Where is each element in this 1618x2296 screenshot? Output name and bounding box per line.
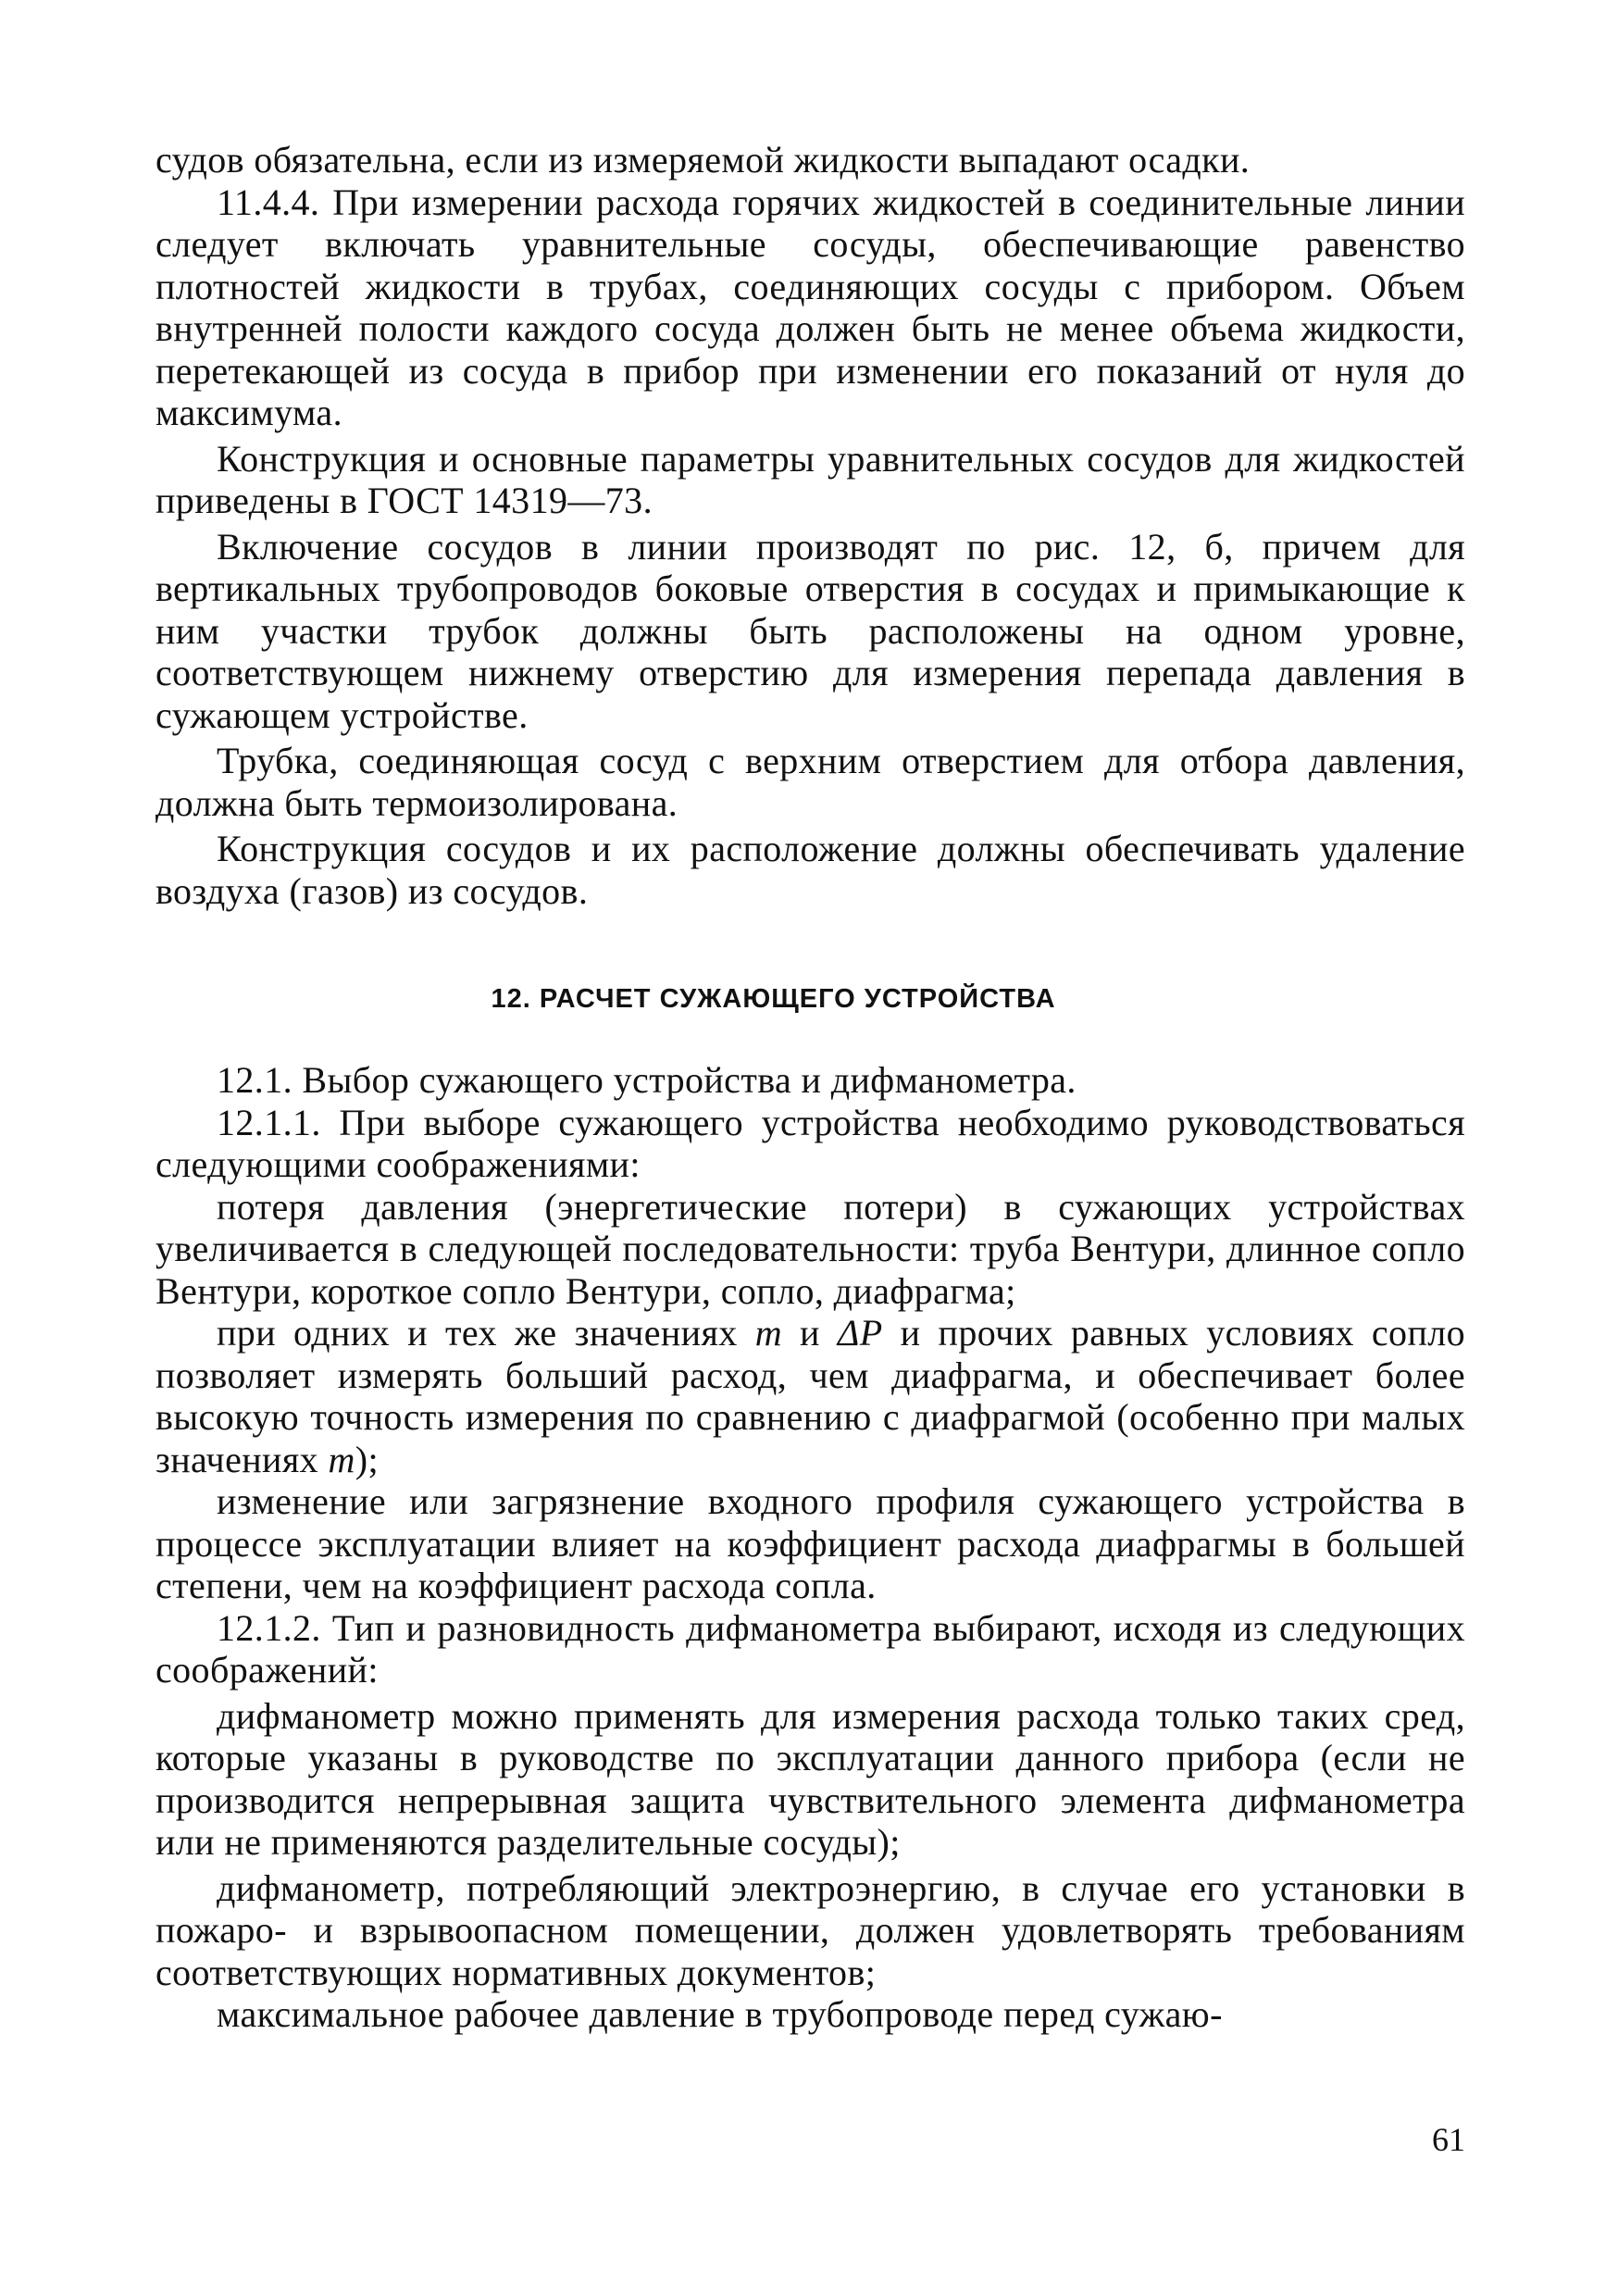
- variable-m: m: [328, 1438, 355, 1480]
- paragraph-electrical: дифманометр, потребляющий электроэнергию, в случае его установки в пожаро- и взрывоопасном помещении, должен удовлетворять требованиям соответствующих нормативных документов;: [156, 1866, 1465, 1993]
- paragraph-12-1-1: 12.1.1. При выборе сужающего устройства необходимо руководствоваться следующими соображениями:: [156, 1101, 1465, 1185]
- text-fragment: при одних и тех же значениях: [217, 1312, 755, 1354]
- paragraph-pressure-loss: потеря давления (энергетические потери) в сужающих устройствах увеличивается в следующей последовательности: труба Вентури, длинное сопло Вентури, короткое сопло Вентури, сопло, диафрагма;: [156, 1185, 1465, 1312]
- paragraph-12-1-2: 12.1.2. Тип и разновидность дифманометра выбирают, исходя из следующих соображений:: [156, 1606, 1465, 1691]
- paragraph-media-limits: дифманометр можно применять для измерения расхода только таких сред, которые указаны в руководстве по эксплуатации данного прибора (если не производится непрерывная защита чувствительного элемента дифманометра или не применяются разделительные сосуды);: [156, 1694, 1465, 1863]
- paragraph-11-4-4: 11.4.4. При измерении расхода горячих жидкостей в соединительные линии следует включать уравнительные сосуды, обеспечивающие равенство плотностей жидкости в трубах, соединяющих сосуды с прибором. Объем внутренней полости каждого сосуда должен быть не менее объема жидкости, перетекающей из сосуда в прибор при изменении его показаний от нуля до максимума.: [156, 181, 1465, 433]
- paragraph-nozzle-vs-orifice: [156, 1312, 1465, 1480]
- paragraph-vessel-connection: Включение сосудов в линии производят по рис. 12, б, причем для вертикальных трубопроводов боковые отверстия в сосудах и примыкающие к ним участки трубок должны быть расположены на одном уровне, соответствующем нижнему отверстию для измерения перепада давления в сужающем устройстве.: [156, 525, 1465, 736]
- paragraph-12-1: 12.1. Выбор сужающего устройства и дифманометра.: [217, 1059, 1077, 1101]
- paragraph-tube-insulation: Трубка, соединяющая сосуд с верхним отверстием для отбора давления, должна быть термоизолирована.: [156, 740, 1465, 824]
- page-number: 61: [1432, 2121, 1465, 2158]
- paragraph-max-pressure: максимальное рабочее давление в трубопроводе перед сужаю-: [217, 1993, 1223, 2035]
- text-fragment: );: [355, 1438, 379, 1480]
- document-page: [156, 139, 1465, 2222]
- variable-delta-p: ΔP: [837, 1312, 883, 1354]
- paragraph-vessel-design: Конструкция и основные параметры уравнительных сосудов для жидкостей приведены в ГОСТ 14319—73.: [156, 437, 1465, 521]
- paragraph-air-removal: Конструкция сосудов и их расположение должны обеспечивать удаление воздуха (газов) из сосудов.: [156, 828, 1465, 912]
- paragraph-continuation: судов обязательна, если из измеряемой жидкости выпадают осадки.: [156, 139, 1251, 181]
- text-fragment: и прочих равных условиях сопло позволяет измерять больший расход, чем диафрагма, и обеспечивает более высокую точность измерения по сравнению с диафрагмой (особенно при малых значениях: [156, 1312, 1466, 1480]
- paragraph-profile-contamination: изменение или загрязнение входного профиля сужающего устройства в процессе эксплуатации влияет на коэффициент расхода диафрагмы в большей степени, чем на коэффициент расхода сопла.: [156, 1480, 1465, 1606]
- section-heading: 12. РАСЧЕТ СУЖАЮЩЕГО УСТРОЙСТВА: [491, 984, 1056, 1014]
- variable-m: m: [754, 1312, 783, 1354]
- text-fragment: и: [782, 1312, 838, 1354]
